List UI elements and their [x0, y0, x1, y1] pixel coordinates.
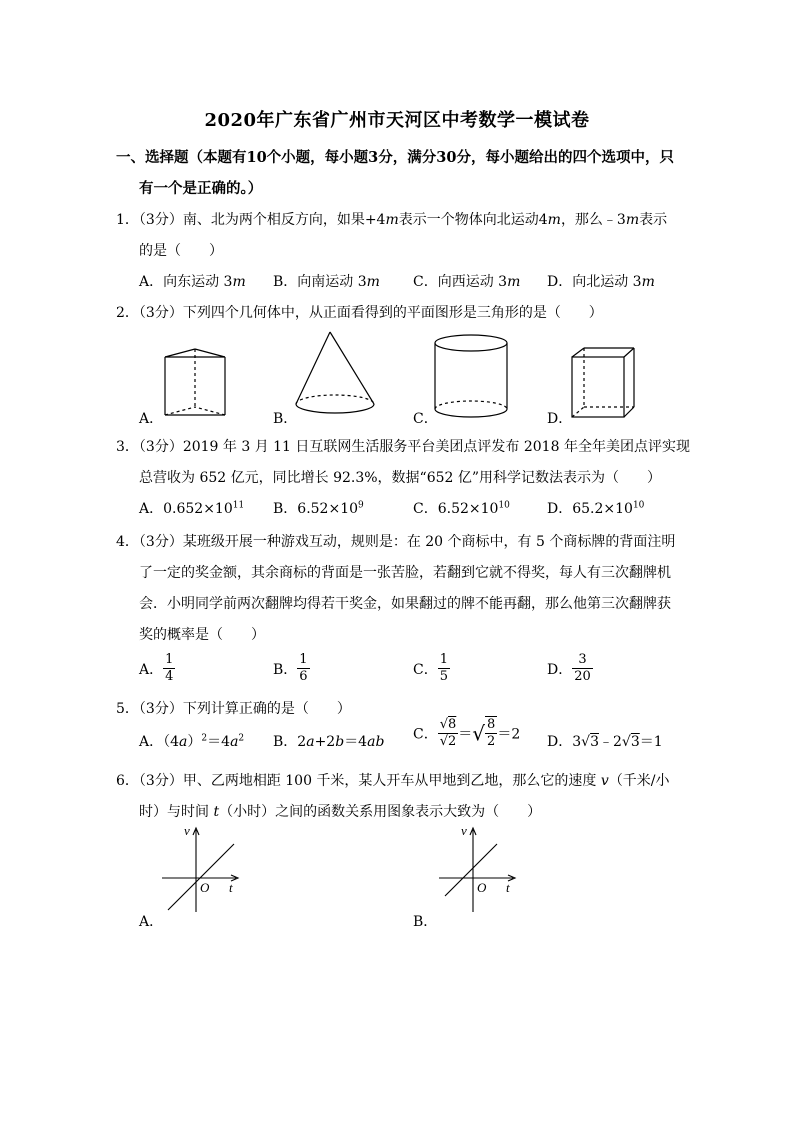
question-4-line1: 4．（3分）某班级开展一种游戏互动，规则是：在 20 个商标中，有 5 个商标牌的背面注明 — [116, 534, 676, 550]
question-6-line1: 6．（3分）甲、乙两地相距 100 千米，某人开车从甲地到乙地，那么它的速度 v（千米/小 — [116, 773, 670, 789]
q2-option-d: D． — [547, 411, 573, 427]
graph-b-x-label: t — [506, 880, 510, 895]
q3-option-a: A．$0.652\times 10^{11}$ — [139, 500, 245, 517]
q1-option-b: B．向南运动 3m — [273, 274, 380, 290]
q2-option-c: C． — [413, 411, 438, 427]
q4-option-d: D． $\frac{3}{20}$ — [547, 652, 591, 685]
q1-option-c: C．向西运动 3m — [413, 274, 521, 290]
graph-b-y-label: v — [461, 823, 467, 838]
q5-option-b: B．2a+2b＝4ab — [273, 734, 385, 750]
q2-option-b: B． — [273, 411, 298, 427]
q5-option-c: C． $\frac{√8}{√2}$ ＝√ $\frac{8}{2}$ ＝2 — [413, 716, 521, 750]
cone-figure — [292, 330, 382, 420]
q2-option-a: A． — [139, 411, 164, 427]
cylinder-figure — [433, 333, 513, 423]
q3-option-c: C．$6.52\times 10^{10}$ — [413, 500, 510, 517]
question-5: 5．（3分）下列计算正确的是（ ） — [116, 701, 351, 717]
question-4-line3: 会．小明同学前两次翻牌均得若干奖金，如果翻过的牌不能再翻，那么他第三次翻牌获 — [139, 596, 671, 612]
question-3-line2: 总营收为 652 亿元，同比增长 92.3%，数据“652 亿”用科学记数法表示为（ ） — [139, 470, 662, 486]
q4-option-c: C． $\frac{1}{5}$ — [413, 652, 448, 685]
graph-a-x-label: t — [229, 880, 233, 895]
q4-option-a: A． $\frac{1}{4}$ — [139, 652, 174, 685]
q6-option-a: A． — [139, 914, 164, 930]
question-4-line2: 了一定的奖金额，其余商标的背面是一张苦脸，若翻到它就不得奖，每人有三次翻牌机 — [139, 565, 671, 581]
cuboid-figure — [568, 345, 640, 425]
q3-option-d: D．$65.2\times 10^{10}$ — [547, 500, 645, 517]
q5-option-d: D．3√3﹣2√3＝1 — [547, 734, 663, 750]
question-2: 2．（3分）下列四个几何体中，从正面看得到的平面图形是三角形的是（ ） — [116, 305, 603, 321]
graph-a-y-label: v — [184, 823, 190, 838]
triangular-prism-figure — [155, 345, 235, 425]
q6-option-b: B． — [413, 914, 438, 930]
question-3-line1: 3．（3分）2019 年 3 月 11 日互联网生活服务平台美团点评发布 2018 年全年美团点评实现 — [116, 439, 690, 455]
section-heading-line1: 一、选择题（本题有10个小题，每小题3分，满分30分，每小题给出的四个选项中，只 — [116, 149, 674, 166]
question-1-line1: 1．（3分）南、北为两个相反方向，如果+4m表示一个物体向北运动4m，那么﹣3m表示 — [116, 212, 668, 228]
question-4-line4: 奖的概率是（ ） — [139, 627, 265, 643]
page-title: 2020年广东省广州市天河区中考数学一模试卷 — [204, 110, 590, 131]
graph-a — [160, 822, 250, 914]
section-heading-line2: 有一个是正确的。） — [139, 180, 263, 197]
graph-a-origin-label: O — [200, 880, 210, 895]
question-6-line2: 时）与时间 t（小时）之间的函数关系用图象表示大致为（ ） — [139, 804, 542, 820]
question-1-line2: 的是（ ） — [139, 243, 223, 259]
q3-option-b: B．$6.52\times 10^9$ — [273, 500, 364, 517]
q1-option-d: D．向北运动 3m — [547, 274, 655, 290]
graph-b-origin-label: O — [477, 880, 487, 895]
graph-b — [437, 822, 527, 914]
q1-option-a: A．向东运动 3m — [139, 274, 246, 290]
q5-option-a: A．$(4a)^2=4a^2$ — [139, 733, 245, 750]
q4-option-b: B． $\frac{1}{6}$ — [273, 652, 308, 685]
